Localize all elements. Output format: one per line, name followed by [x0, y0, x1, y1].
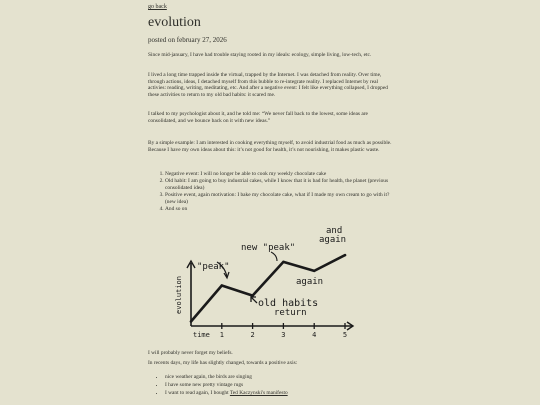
list-item: • I have some new pretty vintage rugs: [165, 382, 395, 389]
x-tick-label: 2: [250, 331, 255, 339]
new-peak-arrow: [271, 252, 277, 261]
old-habits-arrow: [251, 297, 257, 303]
annotation-peak: "peak": [197, 262, 230, 272]
post-date: posted on february 27, 2026: [148, 36, 227, 44]
annotation-again: again: [296, 277, 324, 287]
evolution-chart: [167, 223, 367, 345]
page-title: evolution: [148, 15, 201, 30]
annotation-new-peak: new "peak": [241, 243, 296, 253]
recent-list: [148, 374, 395, 398]
annotation-return: return: [274, 308, 307, 318]
list-item: 4. And so on: [165, 206, 395, 213]
annotation-and-again: again: [319, 235, 347, 245]
paragraph-detached: I lived a long time trapped inside the virtual, trapped by the Internet. I was detached from reality. Over time, through actions, ideas, I detached myself from this bubble to re-integrate reality. I replaced Internet by real activies: reading, writing, meditating, etc. And after a negative event: I felt like everything collapsed, I dropped these activities to return to my old bad habits: it scared me.: [148, 72, 388, 98]
paragraph-recent: In recents days, my life has slightly changed, towards a positive axis:: [148, 360, 298, 366]
data-point: [190, 320, 192, 322]
back-link[interactable]: go back: [148, 4, 167, 10]
list-item: 3. Positive event, again motivation: I bake my chocolate cake, what if I made my own cream to go with it? (new idea): [165, 192, 395, 205]
annotation-old-habits: old habits: [258, 298, 319, 309]
data-point: [344, 254, 346, 256]
x-tick-label: 5: [342, 331, 348, 339]
annotation-and: and: [326, 226, 343, 236]
x-tick-label: 4: [312, 331, 317, 339]
paragraph-beliefs: I will probably never forget my beliefs.: [148, 350, 233, 356]
steps-list: [148, 171, 395, 214]
paragraph-example: By a simple example: I am interested in cooking everything myself, to avoid industrial food as much as possible. Because I have my own ideas about this: it’s not good for health, it’s not nourishing, it makes plastic waste.: [148, 140, 392, 153]
x-tick-label: 3: [281, 331, 286, 339]
x-tick-label: 1: [219, 331, 224, 339]
list-item: • nice weather again, the birds are singing: [165, 374, 395, 381]
manifesto-link[interactable]: Ted Kaczynski's manifesto: [229, 389, 288, 396]
data-point: [221, 284, 223, 286]
data-point: [282, 261, 284, 263]
list-item-text: I want to read again, I bought: [165, 389, 230, 396]
y-axis-label: evolution: [175, 276, 183, 314]
paragraph-psychologist: I talked to my psychologist about it, and he told me: “We never fall back to the lowest, some ideas are consolidated, and we bounce back on it with new ideas.”: [148, 111, 368, 124]
data-point: [313, 270, 315, 272]
list-item: [165, 390, 395, 397]
list-item: 2. Old habit: I am going to buy industrial cakes, while I know that it is bad for health, the planet (previous consolidated idea): [165, 178, 395, 191]
x-axis-label: time: [193, 331, 210, 339]
paragraph-intro: Since mid-january, I have had trouble staying rooted in my ideals: ecology, simple living, low-tech, etc.: [148, 52, 372, 58]
list-item: 1. Negative event: I will no longer be able to cook my weekly chocolate cake: [165, 171, 395, 178]
